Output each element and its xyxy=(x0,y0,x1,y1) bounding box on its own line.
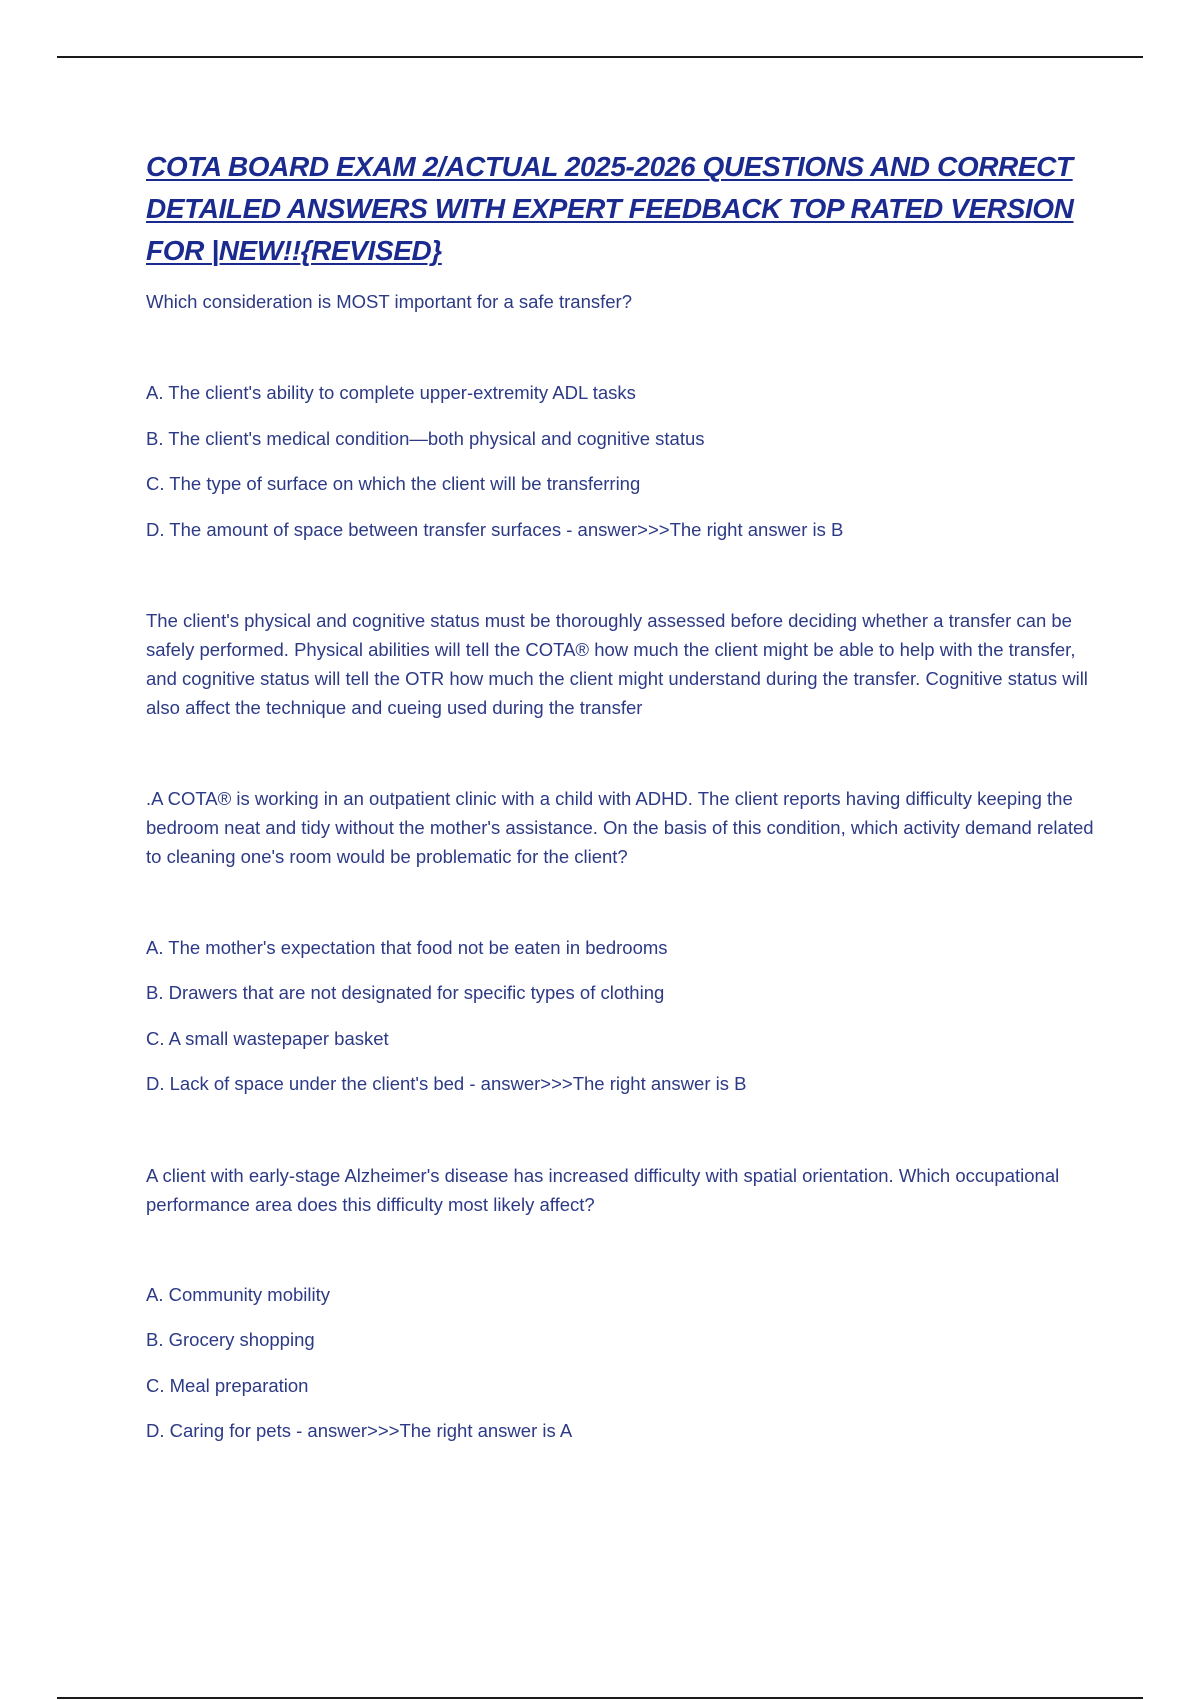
question-3-text: A client with early-stage Alzheimer's disease has increased difficulty with spatial orientation. Which occupational performance area does this difficulty most likely affect? xyxy=(146,1165,1060,1215)
question-3-option-b: B. Grocery shopping xyxy=(146,1329,315,1350)
footer-rule xyxy=(57,1697,1143,1699)
question-2-option-b: B. Drawers that are not designated for specific types of clothing xyxy=(146,982,665,1003)
question-2-option-a: A. The mother's expectation that food not be eaten in bedrooms xyxy=(146,937,668,958)
question-2-option-c: C. A small wastepaper basket xyxy=(146,1028,389,1049)
question-3-option-c: C. Meal preparation xyxy=(146,1375,309,1396)
question-2-text: .A COTA® is working in an outpatient clinic with a child with ADHD. The client reports having difficulty keeping the bedroom neat and tidy without the mother's assistance. On the basis of this condition, which activity demand related to cleaning one's room would be problematic for the client? xyxy=(146,788,1094,867)
question-1-option-b: B. The client's medical condition—both physical and cognitive status xyxy=(146,428,705,449)
document-title: COTA BOARD EXAM 2/ACTUAL 2025-2026 QUESTIONS AND CORRECT DETAILED ANSWERS WITH EXPERT FEEDBACK TOP RATED VERSION FOR |NEW!!{REVISED} xyxy=(146,151,1074,266)
question-1-explanation: The client's physical and cognitive status must be thoroughly assessed before deciding whether a transfer can be safely performed. Physical abilities will tell the COTA® how much the client might be able to help with the transfer, and cognitive status will tell the OTR how much the client might understand during the transfer. Cognitive status will also affect the technique and cueing used during the transfer xyxy=(146,610,1088,718)
question-1-option-d-answer: D. The amount of space between transfer surfaces - answer>>>The right answer is B xyxy=(146,519,844,540)
question-2-option-d-answer: D. Lack of space under the client's bed - answer>>>The right answer is B xyxy=(146,1073,747,1094)
question-3-option-d-answer: D. Caring for pets - answer>>>The right answer is A xyxy=(146,1420,573,1441)
question-1-option-a: A. The client's ability to complete upper-extremity ADL tasks xyxy=(146,382,636,403)
header-rule xyxy=(57,56,1143,58)
question-1-text: Which consideration is MOST important for a safe transfer? xyxy=(146,291,632,312)
question-1-option-c: C. The type of surface on which the client will be transferring xyxy=(146,473,641,494)
question-3-option-a: A. Community mobility xyxy=(146,1284,331,1305)
